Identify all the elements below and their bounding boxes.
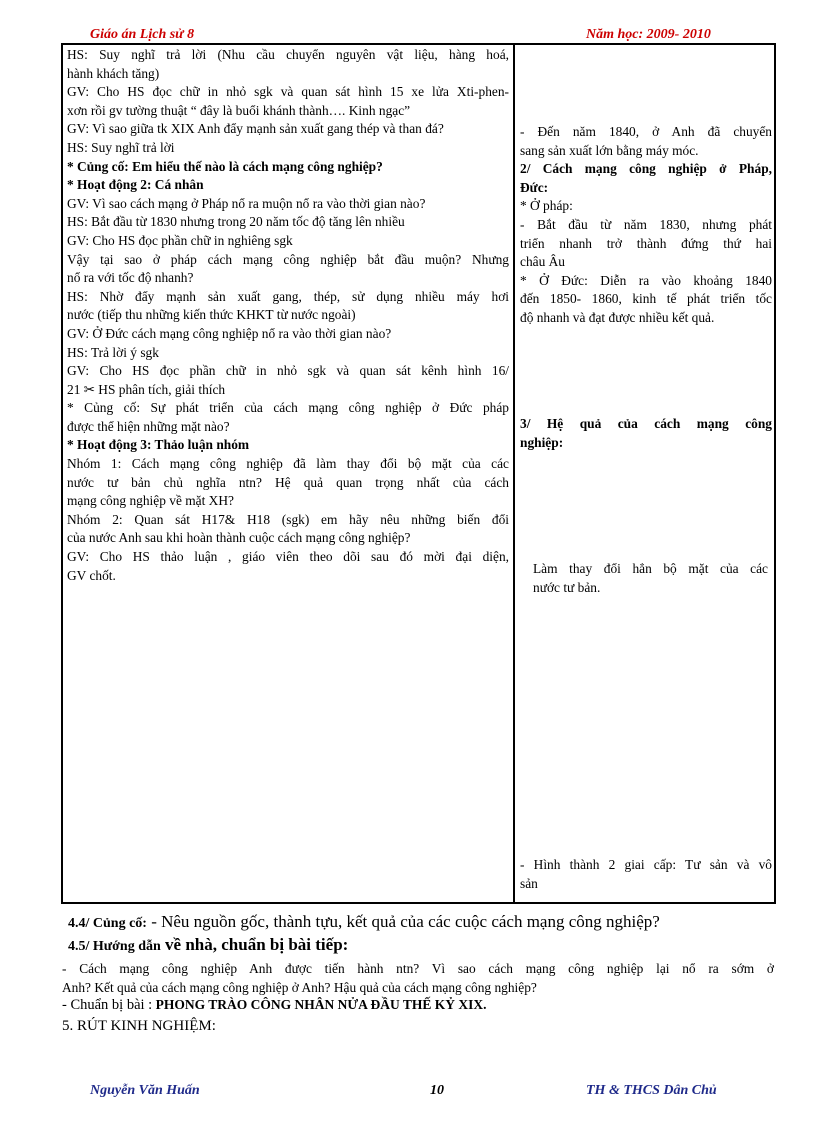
activity-line: GV: Cho HS đọc phần chữ in nghiêng sgk (67, 232, 293, 248)
activity-line: nổ ra với tốc độ nhanh? (67, 270, 194, 286)
section-label: 4.5/ Hướng dẫn (68, 939, 161, 954)
section-heading: Đức: (520, 179, 549, 195)
activity-heading: * Hoạt động 3: Thảo luận nhóm (67, 437, 250, 453)
activity-line: mạng công nghiệp về mặt XH? (67, 493, 234, 509)
activity-line: GV chốt. (67, 567, 116, 583)
section-heading: 2/ Cách mạng công nghiệp ở Pháp, (520, 161, 772, 177)
content-line: nước tư bản. (533, 579, 601, 595)
content-block-change (533, 560, 768, 597)
section-text: - Nêu nguồn gốc, thành tựu, kết quả của các cuộc cách mạng công nghiệp? (146, 912, 660, 931)
activity-line: GV: Cho HS thảo luận , giáo viên theo dõi sau đó mời đại diện, (67, 549, 509, 565)
column-divider (513, 45, 515, 902)
prepare-next-lesson (62, 997, 782, 1014)
header-subject: Giáo án Lịch sử 8 (90, 27, 195, 42)
footer-page-number: 10 (430, 1083, 444, 1098)
content-line: - Bắt đầu từ năm 1830, nhưng phát (520, 216, 772, 232)
activity-line: GV: Ở Đức cách mạng công nghiệp nổ ra vào thời gian nào? (67, 325, 392, 341)
teacher-student-activities (67, 46, 509, 585)
section-5-experience: 5. RÚT KINH NGHIỆM: (62, 1018, 216, 1034)
activity-line: HS: Nhờ đẩy mạnh sản xuất gang, thép, sử dụng nhiều máy hơi (67, 288, 509, 304)
activity-line: GV: Vì sao cách mạng ở Pháp nổ ra muộn nổ ra vào thời gian nào? (67, 195, 426, 211)
content-line: Làm thay đổi hẳn bộ mặt của các (533, 561, 768, 576)
next-lesson-title: PHONG TRÀO CÔNG NHÂN NỬA ĐẦU THẾ KỶ XIX. (152, 997, 487, 1012)
content-line: đến 1850- 1860, kinh tế phát triển tốc (520, 291, 772, 307)
homework-line: Anh? Kết quả của cách mạng công nghiệp ở Anh? Hậu quả của cách mạng công nghiệp? (62, 980, 537, 995)
content-line: * Ở pháp: (520, 198, 573, 214)
content-line: sản (520, 875, 538, 891)
homework-line: - Cách mạng công nghiệp Anh được tiến hành ntn? Vì sao cách mạng công nghiệp lại nổ ra sớm ở (62, 961, 774, 976)
content-line: châu Âu (520, 254, 565, 270)
lesson-table (61, 43, 776, 904)
consolidation-question: * Củng cố: Sự phát triển của cách mạng công nghiệp ở Đức pháp (67, 400, 509, 416)
activity-line: HS: Suy nghĩ trả lời (Nhu cầu chuyển nguyên vật liệu, hàng hoá, (67, 47, 509, 62)
activity-line: Nhóm 1: Cách mạng công nghiệp đã làm thay đổi bộ mặt của các (67, 456, 509, 472)
activity-line: nước (tiếp thu những kiến thức KHKT từ nước ngoài) (67, 307, 356, 323)
content-line: * Ở Đức: Diễn ra vào khoảng 1840 (520, 272, 772, 288)
content-line: - Đến năm 1840, ở Anh đã chuyển (520, 124, 772, 139)
activity-line: HS: Bắt đầu từ 1830 nhưng trong 20 năm tốc độ tăng lên nhiều (67, 214, 405, 230)
content-line: sang sản xuất lớn bằng máy móc. (520, 142, 699, 158)
content-line: triển nhanh trở thành đứng thứ hai (520, 235, 772, 251)
section-heading: 3/ Hệ quả của cách mạng công (520, 416, 772, 431)
activity-heading: * Hoạt động 2: Cá nhân (67, 177, 204, 193)
activity-line: GV: Cho HS đọc phần chữ in nhỏ sgk và quan sát kênh hình 16/ (67, 363, 509, 379)
content-line: - Hình thành 2 giai cấp: Tư sản và vô (520, 857, 772, 872)
footer-author: Nguyễn Văn Huấn (90, 1083, 200, 1098)
activity-line: HS: Trả lời ý sgk (67, 344, 159, 360)
content-line: độ nhanh và đạt được nhiều kết quả. (520, 309, 715, 325)
activity-line: 21 ✂ HS phân tích, giải thích (67, 381, 226, 397)
prepare-label: - Chuẩn bị bài : (62, 997, 153, 1013)
section-label: 4.4/ Củng cố: (68, 916, 147, 931)
activity-line: Vậy tại sao ở pháp cách mạng công nghiệp bắt đầu muộn? Nhưng (67, 251, 509, 267)
consolidation-question: * Củng cố: Em hiểu thế nào là cách mạng công nghiệp? (67, 158, 383, 174)
homework-questions (62, 959, 774, 997)
activity-line: xơn rồi gv tường thuật “ đây là buổi khánh thành…. Kinh ngạc” (67, 102, 411, 118)
activity-line: Nhóm 2: Quan sát H17& H18 (sgk) em hãy nêu những biến đổi (67, 511, 509, 527)
activity-line: được thể hiện những mặt nào? (67, 418, 230, 434)
activity-line: GV: Cho HS đọc chữ in nhỏ sgk và quan sát hình 15 xe lửa Xti-phen- (67, 84, 509, 100)
activity-line: HS: Suy nghĩ trả lời (67, 139, 175, 155)
activity-line: GV: Vì sao giữa tk XIX Anh đẩy mạnh sản xuất gang thép và than đá? (67, 121, 444, 137)
activity-line: của nước Anh sau khi hoàn thành cuộc cách mạng công nghiệp? (67, 530, 411, 546)
content-block-classes (520, 856, 772, 893)
header-school-year: Năm học: 2009- 2010 (586, 27, 711, 42)
section-4-5 (68, 935, 788, 955)
section-text: về nhà, chuẩn bị bài tiếp: (160, 935, 349, 954)
footer-school: TH & THCS Dân Chủ (586, 1083, 717, 1098)
section-4-4 (68, 912, 788, 932)
activity-line: hành khách tăng) (67, 65, 160, 81)
content-block-england (520, 123, 772, 328)
section-heading: nghiệp: (520, 434, 564, 450)
content-block-consequences (520, 415, 772, 452)
activity-line: nước tư bản chủ nghĩa ntn? Hệ quả quan trọng nhất của cách (67, 474, 509, 490)
